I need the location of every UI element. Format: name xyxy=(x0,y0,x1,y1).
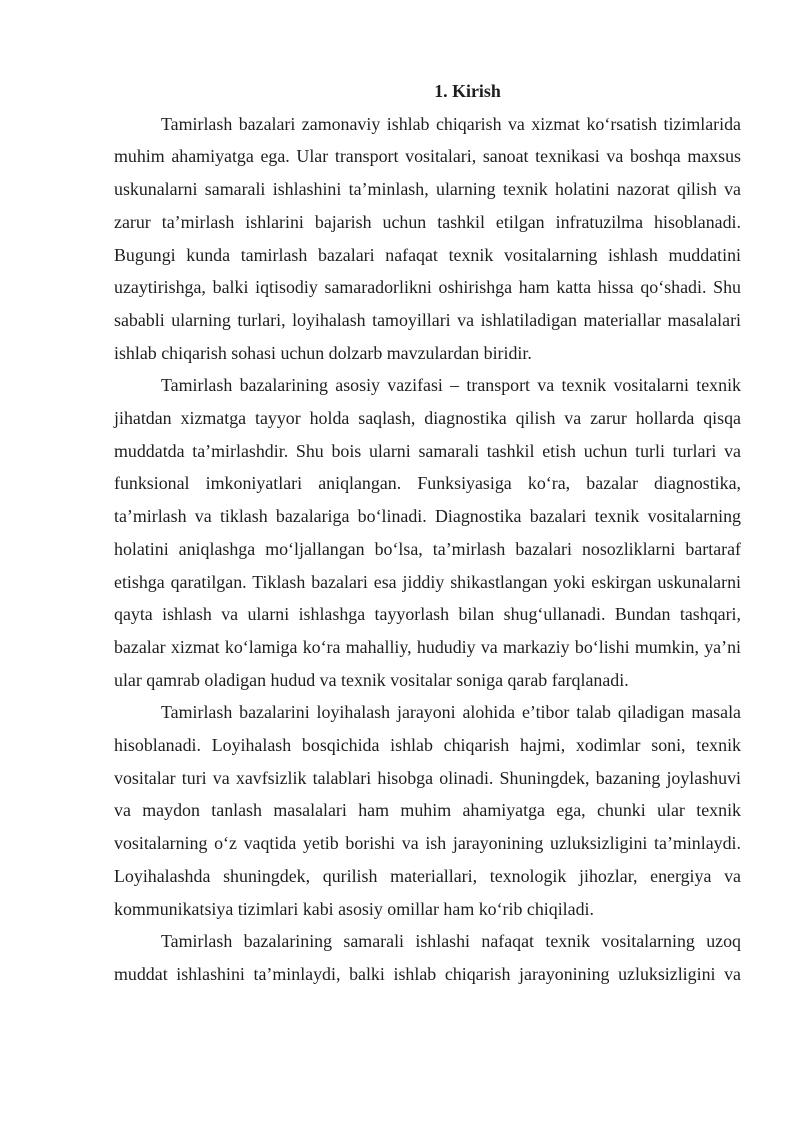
paragraph-3: Tamirlash bazalarini loyihalash jarayoni alohida e’tibor talab qiladigan masala hisoblanadi. Loyihalash bosqichida ishlab chiqarish hajmi, xodimlar soni, texnik vositalar turi va xavfsizlik talablari hisobga olinadi. Shuningdek, bazaning joylashuvi va maydon tanlash masalalari ham muhim ahamiyatga ega, chunki ular texnik vositalarning o‘z vaqtida yetib borishi va ish jarayonining uzluksizligini ta’minlaydi. Loyihalashda shuningdek, qurilish materiallari, texnologik jihozlar, energiya va kommunikatsiya tizimlari kabi asosiy omillar ham ko‘rib chiqiladi. xyxy=(114,702,741,919)
paragraph-1: Tamirlash bazalari zamonaviy ishlab chiqarish va xizmat ko‘rsatish tizimlarida muhim ahamiyatga ega. Ular transport vositalari, sanoat texnikasi va boshqa maxsus uskunalarni samarali ishlashini ta’minlash, ularning texnik holatini nazorat qilish va zarur ta’mirlash ishlarini bajarish uchun tashkil etilgan infratuzilma hisoblanadi. Bugungi kunda tamirlash bazalari nafaqat texnik vositalarning ishlash muddatini uzaytirishga, balki iqtisodiy samaradorlikni oshirishga ham katta hissa qo‘shadi. Shu sababli ularning turlari, loyihalash tamoyillari va ishlatiladigan materiallar masalalari ishlab chiqarish sohasi uchun dolzarb mavzulardan biridir. xyxy=(114,113,741,363)
section-heading: 1. Kirish xyxy=(434,81,501,101)
paragraph-4: Tamirlash bazalarining samarali ishlashi nafaqat texnik vositalarning uzoq muddat ishlashini ta’minlaydi, balki ishlab chiqarish jarayonining uzluksizligini va xyxy=(114,931,741,984)
paragraph-2: Tamirlash bazalarining asosiy vazifasi – transport va texnik vositalarni texnik jihatdan xizmatga tayyor holda saqlash, diagnostika qilish va zarur hollarda qisqa muddatda ta’mirlashdir. Shu bois ularni samarali tashkil etish uchun turli turlari va funksional imkoniyatlari aniqlangan. Funksiyasiga ko‘ra, bazalar diagnostika, ta’mirlash va tiklash bazalariga bo‘linadi. Diagnostika bazalari texnik vositalarning holatini aniqlashga mo‘ljallangan bo‘lsa, ta’mirlash bazalari nosozliklarni bartaraf etishga qaratilgan. Tiklash bazalari esa jiddiy shikastlangan yoki eskirgan uskunalarni qayta ishlash va ularni ishlashga tayyorlash bilan shug‘ullanadi. Bundan tashqari, bazalar xizmat ko‘lamiga ko‘ra mahalliy, hududiy va markaziy bo‘lishi mumkin, ya’ni ular qamrab oladigan hudud va texnik vositalar soniga qarab farqlanadi. xyxy=(114,375,741,690)
document-body xyxy=(114,75,741,991)
